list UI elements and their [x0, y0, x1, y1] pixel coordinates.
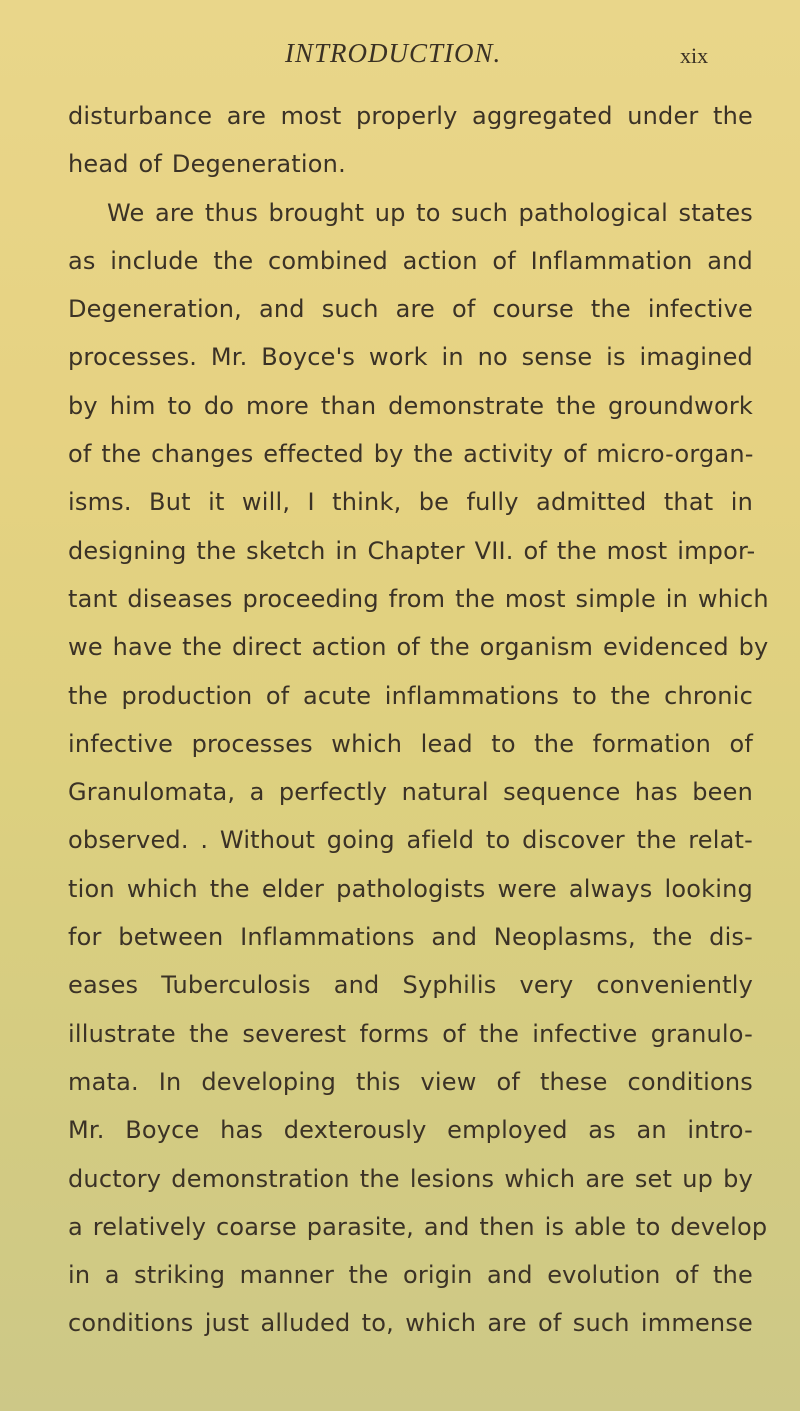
text-line: observed. . Without going afield to discover the relat- — [68, 826, 753, 855]
text-line: tant diseases proceeding from the most simple in which — [68, 584, 769, 613]
text-line: isms. But it will, I think, be fully admitted that in — [68, 488, 753, 517]
text-line: processes. Mr. Boyce's work in no sense is imagined — [68, 343, 753, 372]
text-line: Granulomata, a perfectly natural sequence has been — [68, 778, 753, 807]
text-line: of the changes effected by the activity of micro-organ- — [68, 440, 754, 469]
text-line: conditions just alluded to, which are of such immense — [68, 1309, 753, 1338]
text-line: We are thus brought up to such pathological states — [107, 198, 753, 227]
text-line: we have the direct action of the organism evidenced by — [68, 633, 769, 662]
text-line: Degeneration, and such are of course the infective — [68, 295, 753, 324]
text-line: ductory demonstration the lesions which are set up by — [68, 1164, 753, 1193]
text-line: by him to do more than demonstrate the groundwork — [68, 391, 753, 420]
text-line: as include the combined action of Inflammation and — [68, 246, 753, 275]
body-text — [68, 92, 769, 1348]
text-line: disturbance are most properly aggregated under the — [68, 102, 753, 130]
text-line: illustrate the severest forms of the infective granulo- — [68, 1019, 753, 1048]
text-line: in a striking manner the origin and evolution of the — [68, 1261, 753, 1290]
running-title: INTRODUCTION. — [285, 38, 502, 68]
text-line: head of Degeneration. — [68, 150, 346, 179]
text-line: tion which the elder pathologists were always looking — [68, 874, 753, 903]
text-line: infective processes which lead to the formation of — [68, 729, 753, 758]
text-line: a relatively coarse parasite, and then is able to develop — [68, 1212, 768, 1241]
text-line: eases Tuberculosis and Syphilis very conveniently — [68, 971, 753, 1000]
text-line: the production of acute inflammations to the chronic — [68, 681, 753, 710]
text-line: for between Inflammations and Neoplasms, the dis- — [68, 923, 753, 952]
text-line: Mr. Boyce has dexterously employed as an intro- — [68, 1116, 753, 1145]
text-line: mata. In developing this view of these conditions — [68, 1067, 753, 1096]
running-head — [0, 38, 800, 78]
text-line: designing the sketch in Chapter VII. of the most impor- — [68, 536, 756, 565]
page-number: xix — [680, 43, 709, 68]
